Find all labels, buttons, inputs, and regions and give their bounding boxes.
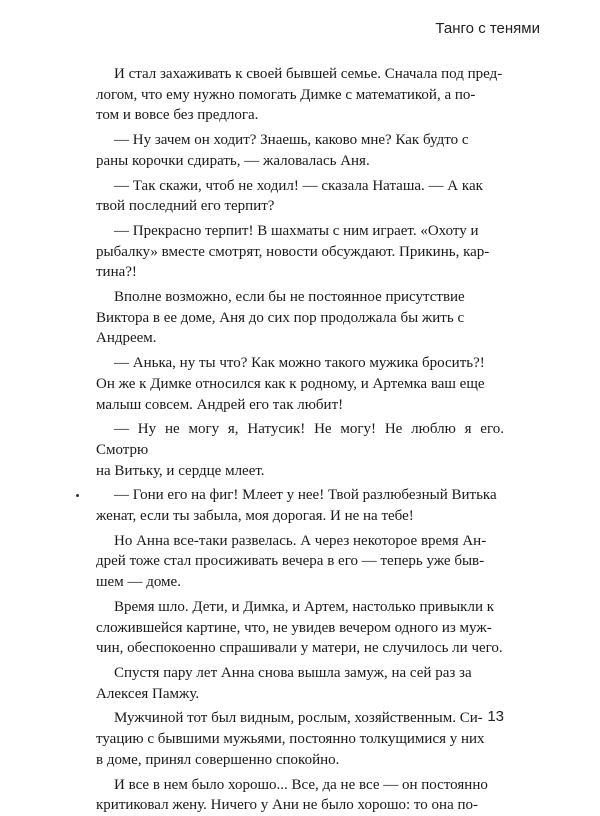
paragraph: Вполне возможно, если бы не постоянное присутствие Виктора в ее доме, Аня до сих пор продолжала бы жить с Андреем.	[96, 289, 465, 347]
paragraph: И все в нем было хорошо... Все, да не все — он постоянно критиковал жену. Ничего у Ани не было хорошо: то она по-	[96, 776, 488, 814]
paragraph: — Ну не могу я, Натусик! Не могу! Не люблю я его. Смотрю на Витьку, и сердце млеет.	[96, 421, 504, 479]
paragraph: — Прекрасно терпит! В шахматы с ним играет. «Охоту и рыбалку» вместе смотрят, новости обсуждают. Прикинь, кар- тина?!	[96, 222, 490, 281]
paragraph: Мужчиной тот был видным, рослым, хозяйственным. Си- туацию с бывшими мужьями, постоянно толкущимися у них в доме, принял совершенно спокойно.	[96, 710, 485, 768]
paragraph: — Так скажи, чтоб не ходил! — сказала Наташа. — А как твой последний его терпит?	[96, 177, 483, 215]
paragraph: И стал захаживать к своей бывшей семье. Сначала под пред- логом, что ему нужно помогать Димке с математикой, а по- том и вовсе без предлога.	[96, 66, 503, 124]
paragraph: — Ну зачем он ходит? Знаешь, каково мне? Как будто с раны корочки сдирать, — жаловалась Аня.	[96, 132, 469, 169]
paragraph: — Анька, ну ты что? Как можно такого мужика бросить?! Он же к Димке относился как к родному, и Артемка ваш еще малыш совсем. Андрей его так любит!	[96, 355, 485, 413]
page-number: 13	[487, 708, 504, 725]
paragraph: — Гони его на фиг! Млеет у нее! Твой разлюбезный Витька женат, если ты забыла, моя дорогая. И не на тебе!	[96, 487, 497, 525]
body-text	[96, 64, 504, 816]
paragraph: Время шло. Дети, и Димка, и Артем, настолько привыкли к сложившейся картине, что, не увидев вечером одного из муж- чин, обеспокоенно спрашивали у матери, не случилось ли чего.	[96, 598, 503, 657]
running-title: Танго с тенями	[435, 20, 540, 37]
paragraph: Спустя пару лет Анна снова вышла замуж, на сей раз за Алексея Памжу.	[96, 664, 472, 702]
margin-speck	[76, 494, 79, 497]
paragraph: Но Анна все-таки развелась. А через некоторое время Ан- дрей тоже стал просиживать вечера в его — теперь уже быв- шем — доме.	[96, 532, 487, 591]
